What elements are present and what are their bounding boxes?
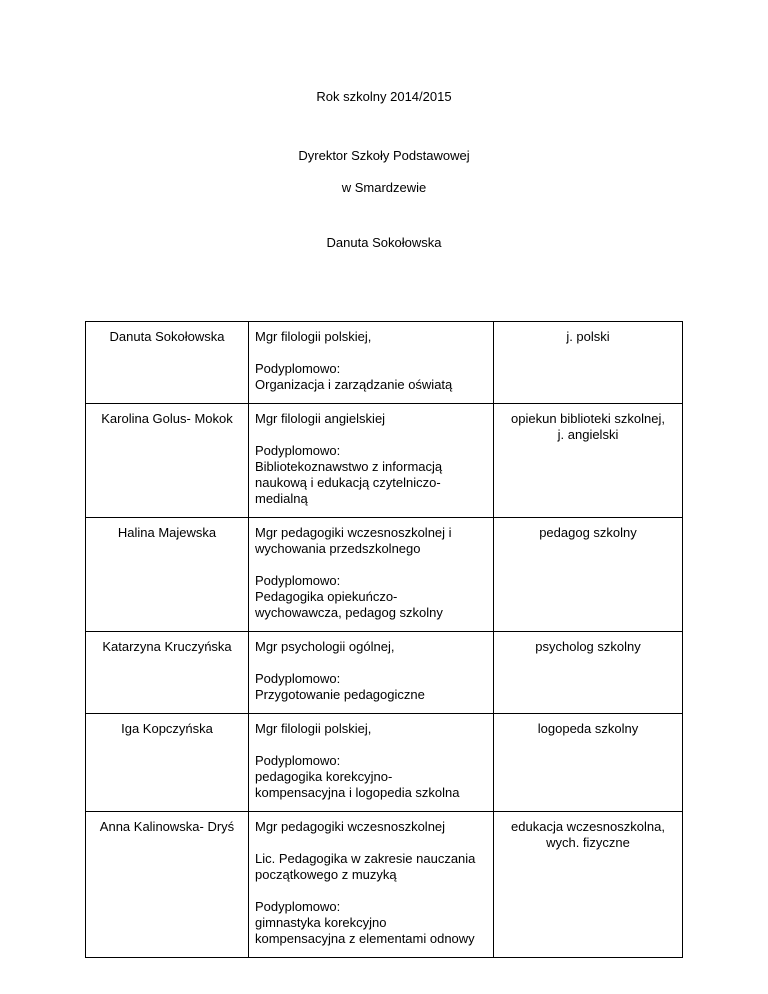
qualification-paragraph bbox=[255, 411, 487, 427]
staff-qualifications bbox=[249, 518, 494, 632]
qualification-paragraph bbox=[255, 525, 487, 557]
qualification-line: Mgr filologii polskiej, bbox=[255, 329, 372, 344]
table-row bbox=[86, 322, 683, 404]
qualification-line: naukową i edukacją czytelniczo- bbox=[255, 475, 441, 490]
table-row bbox=[86, 714, 683, 812]
qualification-line: Mgr filologii polskiej, bbox=[255, 721, 372, 736]
qualification-line: początkowego z muzyką bbox=[255, 867, 397, 882]
table-row bbox=[86, 632, 683, 714]
staff-name: Halina Majewska bbox=[86, 518, 249, 632]
qualification-line: pedagogika korekcyjno- bbox=[255, 769, 393, 784]
table-row bbox=[86, 812, 683, 958]
role-line: pedagog szkolny bbox=[539, 525, 637, 540]
qualification-line: Bibliotekoznawstwo z informacją bbox=[255, 459, 443, 474]
qualification-line: medialną bbox=[255, 491, 308, 506]
staff-table-body bbox=[86, 322, 683, 958]
staff-qualifications bbox=[249, 812, 494, 958]
staff-name: Iga Kopczyńska bbox=[86, 714, 249, 812]
qualification-line: Mgr pedagogiki wczesnoszkolnej bbox=[255, 819, 446, 834]
staff-qualifications bbox=[249, 632, 494, 714]
qualification-line: Podyplomowo: bbox=[255, 573, 341, 588]
staff-name: Katarzyna Kruczyńska bbox=[86, 632, 249, 714]
qualification-paragraph bbox=[255, 329, 487, 345]
role-line: j. angielski bbox=[557, 427, 619, 442]
qualification-line: Podyplomowo: bbox=[255, 671, 341, 686]
staff-role bbox=[494, 714, 683, 812]
school-location: w Smardzewie bbox=[341, 180, 427, 195]
director-title: Dyrektor Szkoły Podstawowej bbox=[298, 148, 470, 163]
role-line: edukacja wczesnoszkolna, bbox=[511, 819, 665, 834]
qualification-line: Podyplomowo: bbox=[255, 361, 341, 376]
role-line: wych. fizyczne bbox=[546, 835, 630, 850]
staff-name: Danuta Sokołowska bbox=[86, 322, 249, 404]
qualification-line: wychowawcza, pedagog szkolny bbox=[255, 605, 443, 620]
qualification-paragraph bbox=[255, 639, 487, 655]
qualification-line: kompensacyjna i logopedia szkolna bbox=[255, 785, 460, 800]
qualification-paragraph bbox=[255, 671, 487, 703]
school-year-heading: Rok szkolny 2014/2015 bbox=[316, 89, 452, 104]
table-row bbox=[86, 404, 683, 518]
staff-role bbox=[494, 812, 683, 958]
role-line: j. polski bbox=[566, 329, 610, 344]
staff-table bbox=[85, 321, 683, 958]
qualification-paragraph bbox=[255, 573, 487, 621]
qualification-line: Organizacja i zarządzanie oświatą bbox=[255, 377, 453, 392]
staff-role bbox=[494, 518, 683, 632]
qualification-line: Podyplomowo: bbox=[255, 443, 341, 458]
staff-qualifications bbox=[249, 322, 494, 404]
staff-role bbox=[494, 322, 683, 404]
staff-role bbox=[494, 632, 683, 714]
qualification-line: Mgr pedagogiki wczesnoszkolnej i bbox=[255, 525, 452, 540]
qualification-paragraph bbox=[255, 753, 487, 801]
qualification-line: Mgr psychologii ogólnej, bbox=[255, 639, 395, 654]
qualification-line: Podyplomowo: bbox=[255, 899, 341, 914]
qualification-paragraph bbox=[255, 851, 487, 883]
staff-qualifications bbox=[249, 714, 494, 812]
role-line: psycholog szkolny bbox=[535, 639, 641, 654]
qualification-line: Przygotowanie pedagogiczne bbox=[255, 687, 425, 702]
table-row bbox=[86, 518, 683, 632]
qualification-paragraph bbox=[255, 361, 487, 393]
qualification-paragraph bbox=[255, 721, 487, 737]
staff-name: Anna Kalinowska- Dryś bbox=[86, 812, 249, 958]
role-line: logopeda szkolny bbox=[537, 721, 639, 736]
qualification-line: Lic. Pedagogika w zakresie nauczania bbox=[255, 851, 476, 866]
qualification-line: kompensacyjna z elementami odnowy bbox=[255, 931, 475, 946]
qualification-line: Podyplomowo: bbox=[255, 753, 341, 768]
qualification-line: wychowania przedszkolnego bbox=[255, 541, 421, 556]
director-name: Danuta Sokołowska bbox=[326, 235, 442, 250]
qualification-line: Pedagogika opiekuńczo- bbox=[255, 589, 398, 604]
qualification-line: gimnastyka korekcyjno bbox=[255, 915, 387, 930]
qualification-paragraph bbox=[255, 899, 487, 947]
qualification-paragraph bbox=[255, 819, 487, 835]
staff-name: Karolina Golus- Mokok bbox=[86, 404, 249, 518]
qualification-paragraph bbox=[255, 443, 487, 507]
staff-role bbox=[494, 404, 683, 518]
role-line: opiekun biblioteki szkolnej, bbox=[511, 411, 665, 426]
qualification-line: Mgr filologii angielskiej bbox=[255, 411, 386, 426]
staff-qualifications bbox=[249, 404, 494, 518]
